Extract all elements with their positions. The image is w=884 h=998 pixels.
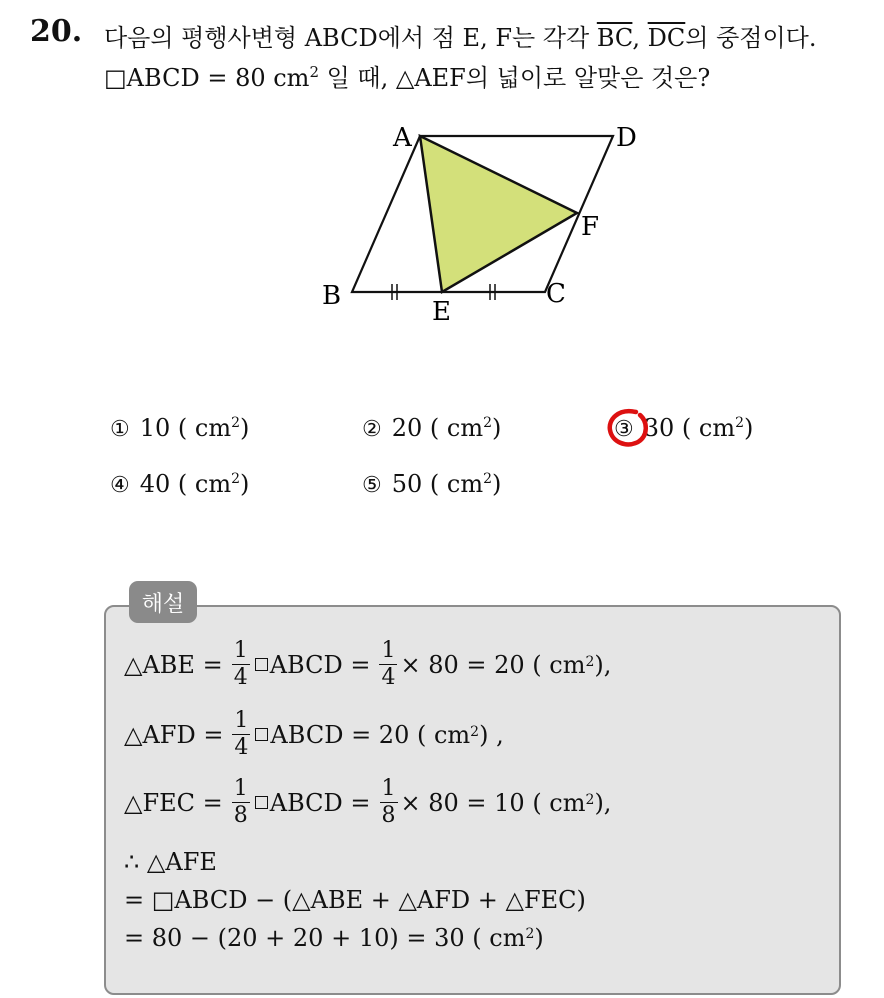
option-3-value: 30 xyxy=(643,414,675,442)
option-4-sup: 2 xyxy=(231,471,241,487)
square-symbol xyxy=(255,796,268,809)
option-2-sup: 2 xyxy=(483,415,493,431)
fraction-num: 1 xyxy=(233,776,248,801)
square-symbol xyxy=(255,658,268,671)
label-e: E xyxy=(432,297,451,327)
fraction-num: 1 xyxy=(381,638,396,663)
question-text-a: 다음의 평행사변형 ABCD에서 점 E, F는 각각 xyxy=(104,24,597,52)
answer-circle-mark xyxy=(606,406,650,450)
option-1-sup: 2 xyxy=(231,415,241,431)
option-5-number: ⑤ xyxy=(362,473,382,498)
sol3-sup: 2 xyxy=(585,792,595,808)
fraction xyxy=(232,710,250,759)
option-5-value: 50 xyxy=(391,470,423,498)
sol1-c: × 80 = 20 ( cm xyxy=(400,650,586,679)
triangle-aef xyxy=(420,136,577,292)
option-1-unit: cm xyxy=(194,414,232,442)
sol1-d: ), xyxy=(594,650,612,679)
sol2-a: △AFD = xyxy=(124,720,224,749)
label-b: B xyxy=(322,281,342,311)
sol2-b: ABCD = 20 ( cm xyxy=(270,720,471,749)
option-3-unit: cm xyxy=(698,414,736,442)
sol3-b: ABCD = xyxy=(269,788,371,817)
option-2-number: ② xyxy=(362,417,382,442)
sol1-sup: 2 xyxy=(585,654,595,670)
question-sup: 2 xyxy=(309,63,319,81)
fraction-num: 1 xyxy=(233,638,248,663)
sol1-b: ABCD = xyxy=(269,650,371,679)
sol3-a: △FEC = xyxy=(124,788,223,817)
fraction-den: 4 xyxy=(381,665,396,690)
solution-line-2 xyxy=(124,710,504,759)
sol1-a: △ABE = xyxy=(124,650,223,679)
question-comma: , xyxy=(632,24,648,52)
sol2-sup: 2 xyxy=(470,724,480,740)
fraction-num: 1 xyxy=(381,776,396,801)
option-1-number: ① xyxy=(110,417,130,442)
sol6-b: ) xyxy=(534,924,544,952)
option-5-unit: cm xyxy=(446,470,484,498)
square-symbol xyxy=(255,728,268,741)
option-2[interactable]: ② 20 ( $cm^2$) xyxy=(362,414,502,442)
option-3-sup: 2 xyxy=(735,415,745,431)
option-5[interactable]: ⑤ 50 ( $cm^2$) xyxy=(362,470,502,498)
option-2-value: 20 xyxy=(391,414,423,442)
option-3-number: ③ xyxy=(614,417,634,442)
fraction xyxy=(379,640,397,689)
option-2-unit: cm xyxy=(446,414,484,442)
question-line-1 xyxy=(104,18,816,53)
label-c: C xyxy=(546,279,566,309)
label-a: A xyxy=(393,123,412,153)
label-f: F xyxy=(581,212,600,242)
option-3[interactable]: ③ 30 ( $cm^2$) xyxy=(614,414,754,442)
fraction-num: 1 xyxy=(234,708,249,733)
option-1-value: 10 xyxy=(139,414,171,442)
sol6-a: = 80 − (20 + 20 + 10) = 30 ( cm xyxy=(124,924,526,952)
sol3-c: × 80 = 10 ( cm xyxy=(400,788,586,817)
solution-line-6 xyxy=(124,924,544,952)
fraction xyxy=(380,778,398,827)
solution-line-1 xyxy=(124,640,611,689)
solution-line-3 xyxy=(124,778,611,827)
sol3-d: ), xyxy=(594,788,612,817)
option-4-value: 40 xyxy=(139,470,171,498)
option-4-number: ④ xyxy=(110,473,130,498)
fraction xyxy=(232,778,250,827)
solution-tag: 해설 xyxy=(129,581,197,623)
fraction-den: 4 xyxy=(234,735,249,760)
question-line-2 xyxy=(104,58,710,93)
label-d: D xyxy=(616,123,637,153)
parallelogram-figure xyxy=(300,110,637,330)
option-1[interactable]: ① 10 ( $cm^2$) xyxy=(110,414,250,442)
fraction-den: 8 xyxy=(381,803,396,828)
option-5-sup: 2 xyxy=(483,471,493,487)
question-text-b: 의 중점이다. xyxy=(685,24,817,52)
option-4[interactable]: ④ 40 ( $cm^2$) xyxy=(110,470,250,498)
fraction-den: 4 xyxy=(233,665,248,690)
solution-line-5: = □ABCD − (△ABE + △AFD + △FEC) xyxy=(124,886,586,914)
solution-line-4: ∴ △AFE xyxy=(124,848,217,876)
fraction xyxy=(232,640,250,689)
fraction-den: 8 xyxy=(233,803,248,828)
segment-dc: $\overline{DC}$ xyxy=(647,24,686,52)
question-text-d: 일 때, △AEF의 넓이로 알맞은 것은? xyxy=(318,64,711,92)
sol2-c: ) , xyxy=(479,720,504,749)
question-text-c: □ABCD = 80 cm xyxy=(104,64,310,92)
option-4-unit: cm xyxy=(194,470,232,498)
question-number: 20. xyxy=(30,14,83,49)
segment-bc: $\overline{BC}$ xyxy=(596,24,633,52)
sol6-sup: 2 xyxy=(525,926,535,942)
